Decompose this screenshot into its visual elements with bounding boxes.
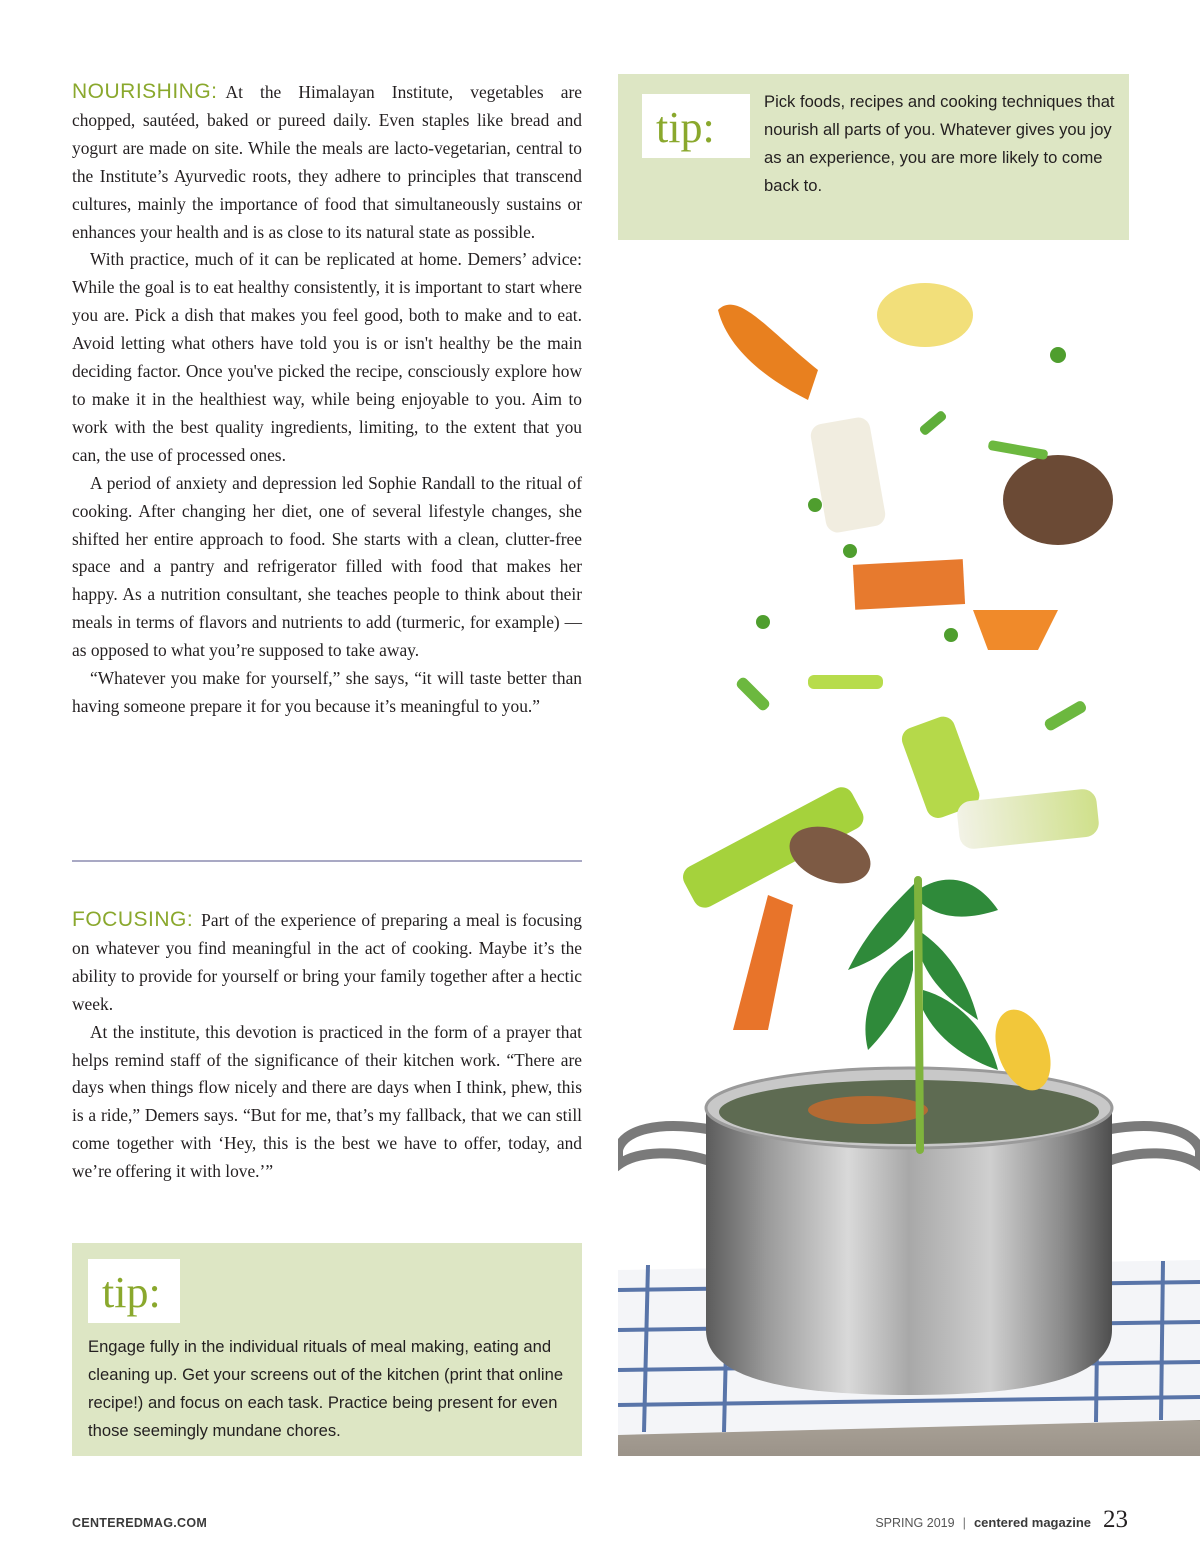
paragraph: With practice, much of it can be replicated at home. Demers’ advice: While the goal is to eat healthy consistently, it is important to start where you are. Pick a dish that makes you feel good, both to make and to eat. Avoid letting what others have told you is or isn't healthy be the main deciding factor. Once you've picked the recipe, consciously explore how to make it in the healthiest way, while being enjoyable to you. Aim to work with the best quality ingredients, limiting, to the extent that you can, the use of processed ones.	[72, 249, 582, 465]
footer-season: SPRING 2019	[875, 1516, 955, 1530]
article-section-nourishing	[72, 78, 582, 721]
footer-website: CENTEREDMAG.COM	[72, 1516, 208, 1530]
section-divider	[72, 860, 582, 862]
footer-magazine-name: centered magazine	[973, 1515, 1091, 1530]
tip-text: Engage fully in the individual rituals of meal making, eating and cleaning up. Get your screens out of the kitchen (print that online recipe!) and focus on each task. Practice being present for even those seemingly mundane chores.	[88, 1337, 564, 1440]
tip-label: tip:	[642, 94, 750, 158]
page-number: 23	[1103, 1506, 1128, 1533]
paragraph-text: Part of the experience of preparing a meal is focusing on whatever you find meaningful in the act of cooking. Maybe it’s the ability to provide for yourself or bring your family together after a hectic week.	[72, 910, 582, 1014]
paragraph: “Whatever you make for yourself,” she says, “it will taste better than having someone prepare it for you because it’s meaningful to you.”	[72, 668, 582, 716]
footer-folio	[875, 1506, 1128, 1534]
footer-separator: |	[962, 1515, 966, 1530]
section-kicker: FOCUSING:	[72, 908, 194, 931]
tip-label: tip:	[88, 1259, 180, 1323]
tip-box-top	[618, 74, 1129, 240]
tip-box-bottom	[72, 1243, 582, 1456]
paragraph-text: At the Himalayan Institute, vegetables are chopped, sautéed, baked or pureed daily. Even staples like bread and yogurt are made on site. While the meals are lacto-vegetarian, central to the Institute’s Ayurvedic roots, they adhere to principles that transcend cultures, mainly the importance of food that simultaneously sustains or enhances your health and is as close to its natural state as possible.	[72, 82, 582, 242]
paragraph	[72, 78, 582, 246]
paragraph: A period of anxiety and depression led Sophie Randall to the ritual of cooking. After changing her diet, one of several lifestyle changes, she shifted her entire approach to food. She starts with a clean, clutter-free space and a pantry and refrigerator filled with food that makes her happy. As a nutrition consultant, she teaches people to think about their meals in terms of flavors and nutrients to add (turmeric, for example) — as opposed to what you’re supposed to take away.	[72, 472, 582, 661]
article-section-focusing	[72, 906, 582, 1186]
paragraph: At the institute, this devotion is practiced in the form of a prayer that helps remind staff of the significance of their kitchen work. “There are days when things flow nicely and there are days when I think, phew, this is a ride,” Demers says. “But for me, that’s my fallback, that we can still come together with ‘Hey, this is the best we have to offer, today, and we’re offering it with love.’”	[72, 1021, 582, 1182]
tip-text: Pick foods, recipes and cooking techniques that nourish all parts of you. Whatever gives you joy as an experience, you are more likely to come back to.	[764, 92, 1115, 195]
section-kicker: NOURISHING:	[72, 80, 218, 103]
paragraph	[72, 906, 582, 1019]
vegetables-pot-photo	[618, 270, 1200, 1456]
